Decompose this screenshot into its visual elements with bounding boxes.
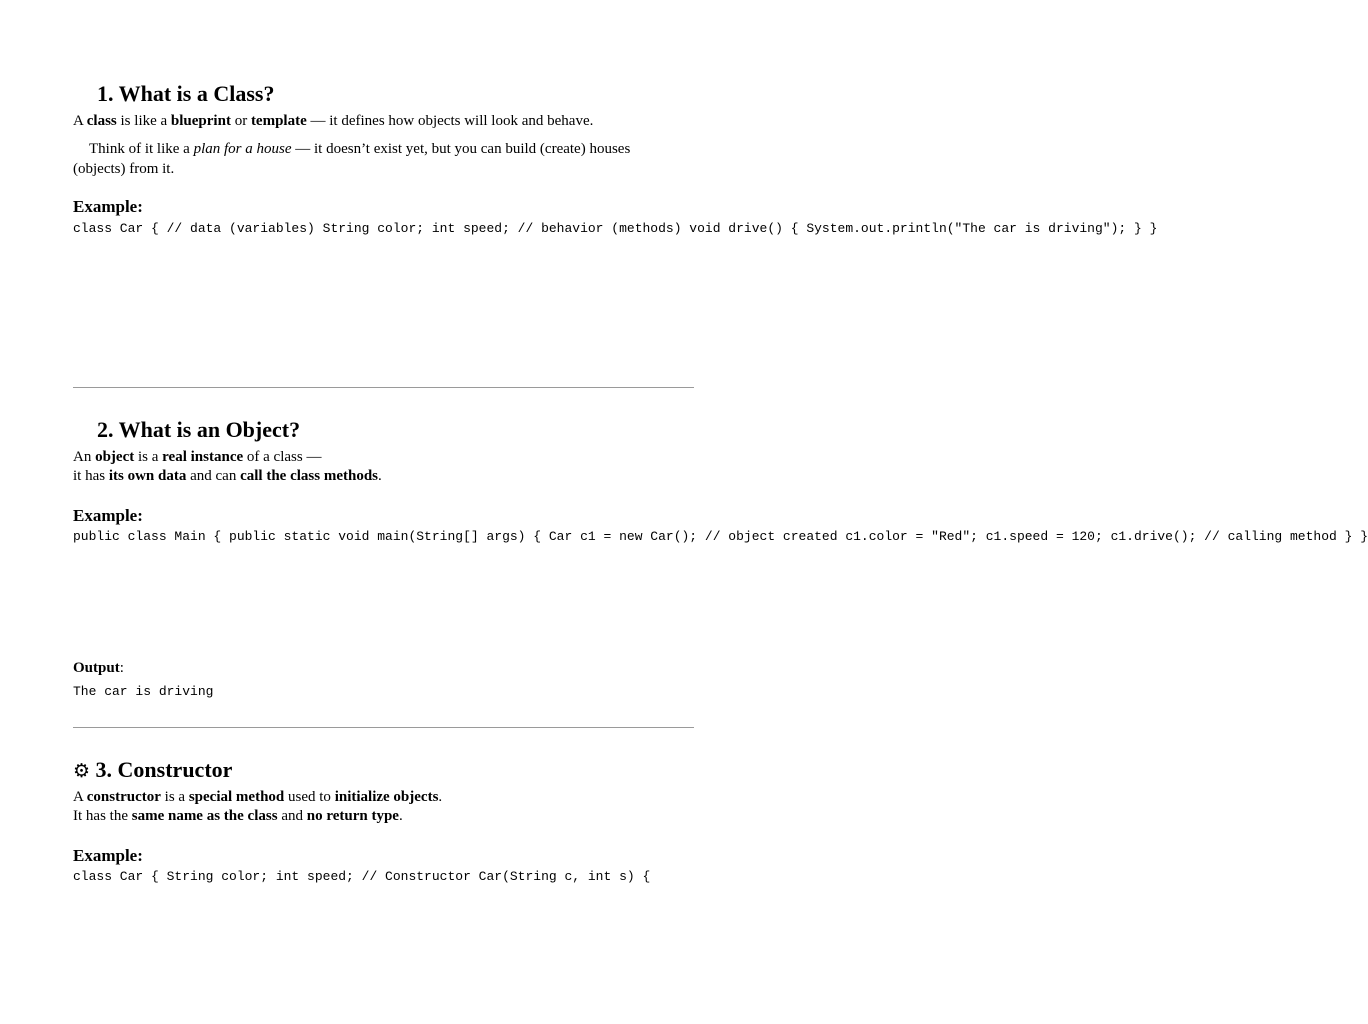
section-2-definition-line-1: An object is a real instance of a class — — [73, 449, 322, 465]
section-1-definition: A class is like a blueprint or template — it defines how objects will look and behave. — [73, 113, 594, 129]
section-3-example-label: Example: — [73, 846, 143, 865]
section-2-heading: 2. What is an Object? — [97, 417, 301, 442]
section-1-code-block: class Car { // data (variables) String color; int speed; // behavior (methods) void drive() { System.out.println("The car is driving"); } } — [73, 221, 1158, 236]
section-2-example-label: Example: — [73, 506, 143, 525]
gear-icon: ⚙ — [73, 760, 91, 782]
section-3-definition-line-2: It has the same name as the class and no return type. — [73, 808, 403, 824]
section-3-code-block: class Car { String color; int speed; // Constructor Car(String c, int s) { — [73, 869, 651, 884]
section-1-example-label: Example: — [73, 197, 143, 216]
section-3-heading: 3. Constructor — [95, 757, 233, 782]
section-3-heading-row — [73, 757, 232, 784]
section-2-definition-line-2: it has its own data and can call the class methods. — [73, 468, 382, 484]
section-3-definition-line-1: A constructor is a special method used to initialize objects. — [73, 789, 443, 805]
section-1-heading: 1. What is a Class? — [97, 81, 275, 106]
output-label: Output: — [73, 660, 124, 676]
output-text: The car is driving — [73, 684, 214, 699]
section-2-code-block: public class Main { public static void main(String[] args) { Car c1 = new Car(); // object created c1.color = "Red"; c1.speed = 120; c1.drive(); // calling method } } — [73, 529, 1368, 544]
divider-1 — [73, 387, 694, 388]
section-1-note-line-2: (objects) from it. — [73, 161, 175, 177]
divider-2 — [73, 727, 694, 728]
section-1-note-line-1: Think of it like a plan for a house — it doesn’t exist yet, but you can build (create) houses — [89, 141, 631, 157]
